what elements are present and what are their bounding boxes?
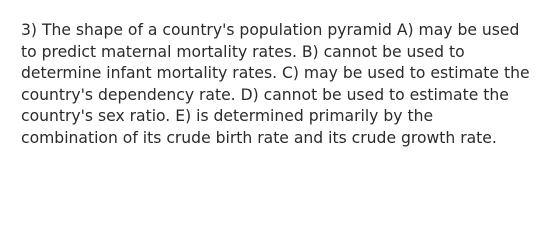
question-line: combination of its crude birth rate and its crude growth rate. xyxy=(21,128,497,147)
question-line: country's sex ratio. E) is determined primarily by the xyxy=(21,107,434,126)
question-line: to predict maternal mortality rates. B) cannot be used to xyxy=(21,42,465,61)
question-line: determine infant mortality rates. C) may be used to estimate the xyxy=(21,64,530,83)
question-text xyxy=(21,20,551,150)
question-line: country's dependency rate. D) cannot be used to estimate the xyxy=(21,85,509,104)
question-line: 3) The shape of a country's population pyramid A) may be used xyxy=(21,21,520,39)
